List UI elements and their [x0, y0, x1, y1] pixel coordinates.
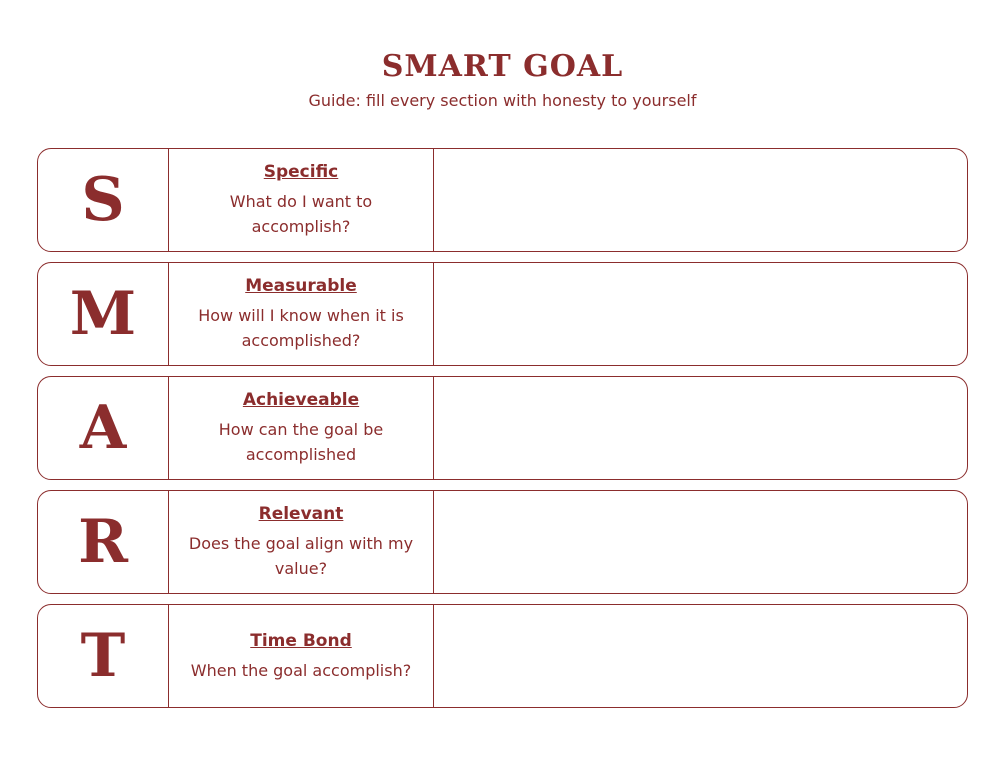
row-letter-m: M — [38, 263, 169, 365]
answer-field-time-bond[interactable] — [434, 605, 967, 707]
prompt-question-achieveable: How can the goal be accomplished — [218, 420, 384, 464]
smart-goal-table — [37, 148, 968, 718]
prompt-cell-achieveable — [169, 377, 434, 479]
row-letter-r: R — [38, 491, 169, 593]
prompt-question-specific: What do I want to accomplish? — [229, 192, 373, 236]
prompt-question-measurable: How will I know when it is accomplished? — [198, 306, 404, 350]
smart-row-specific — [37, 148, 968, 252]
smart-row-relevant — [37, 490, 968, 594]
answer-field-achieveable[interactable] — [434, 377, 967, 479]
page-title: SMART GOAL — [381, 49, 624, 84]
prompt-heading-measurable: Measurable — [245, 276, 357, 296]
prompt-question-time-bond: When the goal accomplish? — [190, 660, 412, 680]
answer-field-specific[interactable] — [434, 149, 967, 251]
prompt-cell-specific — [169, 149, 434, 251]
prompt-heading-relevant: Relevant — [258, 504, 344, 524]
prompt-cell-relevant — [169, 491, 434, 593]
smart-row-achieveable — [37, 376, 968, 480]
row-letter-s: S — [38, 149, 169, 251]
row-letter-t: T — [38, 605, 169, 707]
prompt-cell-measurable — [169, 263, 434, 365]
answer-field-relevant[interactable] — [434, 491, 967, 593]
prompt-heading-achieveable: Achieveable — [242, 390, 360, 410]
row-letter-a: A — [38, 377, 169, 479]
smart-row-measurable — [37, 262, 968, 366]
prompt-heading-time-bond: Time Bond — [250, 630, 352, 651]
prompt-heading-specific: Specific — [263, 162, 339, 182]
prompt-question-relevant: Does the goal align with my value? — [188, 534, 414, 578]
page-subtitle: Guide: fill every section with honesty to yourself — [308, 91, 697, 110]
prompt-cell-time-bond — [169, 605, 434, 707]
smart-row-time-bond — [37, 604, 968, 708]
answer-field-measurable[interactable] — [434, 263, 967, 365]
